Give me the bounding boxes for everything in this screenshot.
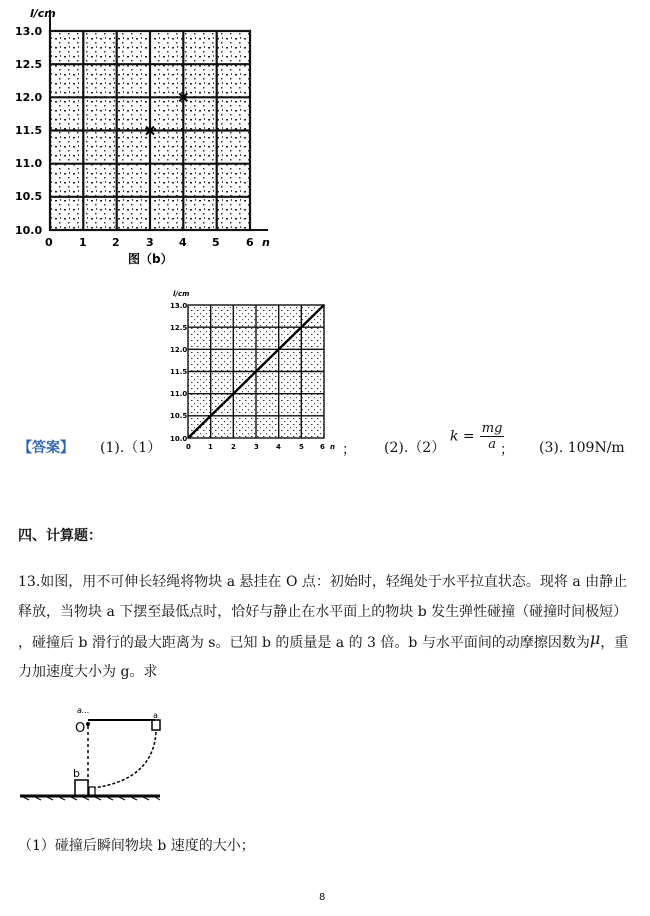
y-axis-label: l/cm: [30, 7, 56, 20]
x-axis-label: n: [262, 236, 270, 249]
section-title: 四、计算题：: [18, 528, 102, 544]
answer-part3: (3). 109N/m: [539, 440, 625, 456]
y-axis-label: l/cm: [173, 290, 190, 298]
y-tick-label: 11.5: [15, 124, 43, 137]
problem-line-2: 释放，当物块 a 下摆至最低点时，恰好与静止在水平面上的物块 b 发生弹性碰撞（碰撞时间极短）: [18, 604, 628, 620]
block-b: [75, 780, 88, 796]
x-tick-label: 6: [246, 236, 254, 249]
x-tick-label: 1: [208, 443, 213, 451]
x-tick-label: 6: [320, 443, 325, 451]
page-number: 8: [319, 892, 326, 903]
y-tick-label: 12.0: [170, 346, 188, 354]
formula-denominator: a: [488, 437, 496, 452]
pivot-point: [86, 722, 90, 726]
plot-grid: [50, 10, 268, 230]
pivot-label: O: [75, 721, 86, 736]
y-tick-label: 13.0: [170, 302, 188, 310]
y-tick-label: 10.5: [15, 190, 43, 203]
x-tick-label: 5: [212, 236, 220, 249]
x-tick-label: 3: [146, 236, 154, 249]
block-b-label: b: [73, 767, 80, 780]
x-tick-label: 2: [112, 236, 120, 249]
problem-line-4: 力加速度大小为 g。求: [18, 664, 158, 680]
pendulum-figure: [15, 700, 175, 810]
x-tick-label: 3: [254, 443, 259, 451]
y-tick-label: 11.0: [15, 157, 43, 170]
answer-part1: (1).（1）: [100, 440, 162, 456]
answer-formula: [450, 421, 504, 452]
answer-part2-end: ；: [500, 442, 514, 458]
y-tick-label: 12.0: [15, 91, 43, 104]
block-a-label: a: [153, 711, 158, 720]
formula-lhs: k =: [450, 428, 475, 445]
graph-answer: [160, 285, 350, 455]
block-a-initial: [152, 720, 160, 730]
y-tick-label: 11.5: [170, 368, 188, 376]
swing-arc: [93, 732, 156, 788]
y-tick-label: 11.0: [170, 390, 188, 398]
x-tick-label: 1: [79, 236, 87, 249]
figure-small-text: a...: [77, 706, 90, 715]
y-tick-label: 10.0: [170, 435, 188, 443]
y-tick-label: 13.0: [15, 25, 43, 38]
problem-line-3a: ，碰撞后 b 滑行的最大距离为 s。已知 b 的质量是 a 的 3 倍。b 与水平面间的动摩擦因数为: [18, 635, 590, 651]
x-tick-label: 5: [299, 443, 304, 451]
answer-tag: 【答案】: [18, 440, 74, 456]
graph-b: [0, 0, 290, 270]
mu-symbol: μ: [589, 629, 601, 648]
formula-numerator: mg: [481, 421, 503, 436]
x-tick-label: 4: [276, 443, 281, 451]
x-axis-label: n: [330, 443, 335, 451]
y-tick-label: 10.5: [170, 412, 188, 420]
x-tick-label: 0: [186, 443, 191, 451]
x-tick-label: 4: [179, 236, 187, 249]
answer-part2: (2).（2）: [384, 440, 446, 456]
y-tick-label: 12.5: [170, 324, 188, 332]
sub-question-1: （1）碰撞后瞬间物块 b 速度的大小；: [18, 838, 255, 854]
y-tick-label: 12.5: [15, 58, 43, 71]
problem-line-1: 13.如图，用不可伸长轻绳将物块 a 悬挂在 O 点：初始时，轻绳处于水平拉直状态。现将 a 由静止: [18, 574, 628, 590]
problem-line-3: [18, 629, 629, 653]
x-tick-label: 2: [231, 443, 236, 451]
x-tick-label: 0: [45, 236, 53, 249]
y-tick-label: 10.0: [15, 224, 43, 237]
figure-caption: 图（b）: [128, 252, 173, 266]
problem-line-3b: ，重: [600, 635, 629, 651]
answer-part1-end: ；: [342, 442, 356, 458]
